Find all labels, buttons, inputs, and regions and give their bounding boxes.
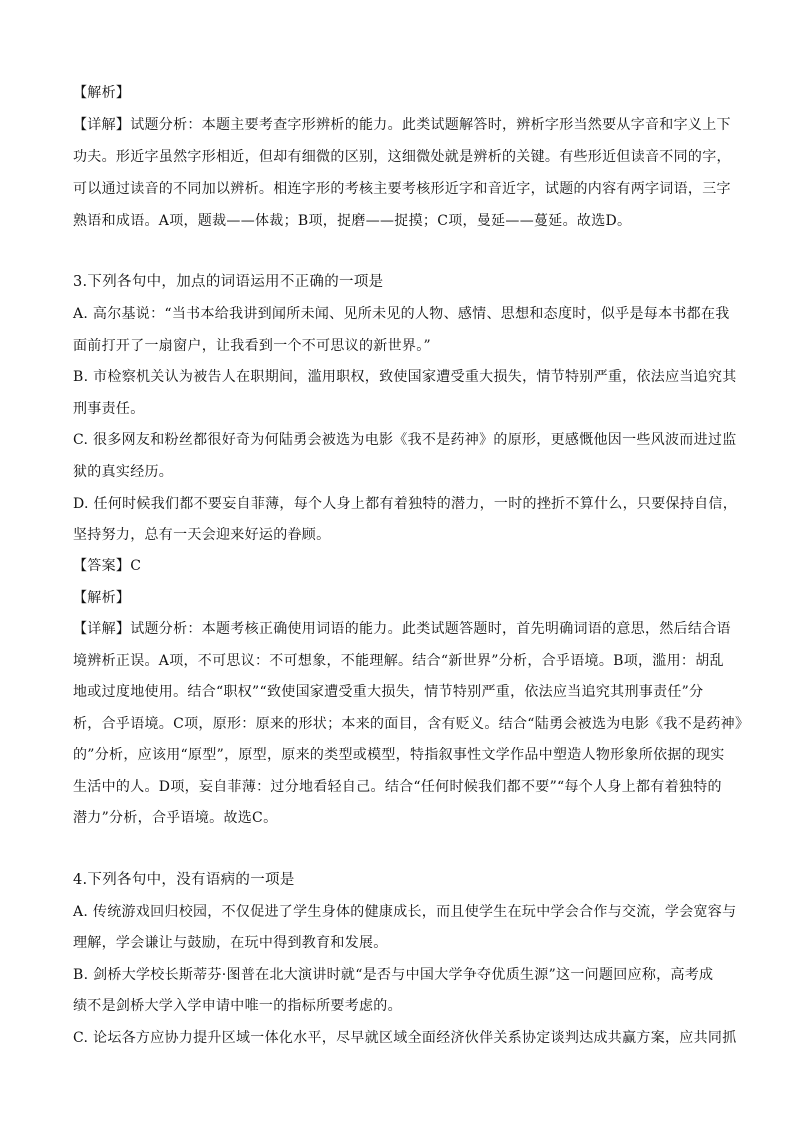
detail-line: 【详解】试题分析：本题考核正确使用词语的能力。此类试题答题时，首先明确词语的意思，然后结合语 [73,621,731,637]
detail-line: 功夫。形近字虽然字形相近，但却有细微的区别，这细微处就是辨析的关键。有些形近但读音不同的字， [73,149,731,165]
detail-line: 的”分析，应该用“原型”，原型，原来的类型或模型，特指叙事性文学作品中塑造人物形象所依据的现实 [73,747,725,763]
detail-line: 熟语和成语。A项，题裁——体裁；B项，捉磨——捉摸；C项，曼延——蔓延。故选D。 [73,213,632,229]
question-3-title: 3.下列各句中，加点的词语运用不正确的一项是 [73,274,384,290]
option-d-line: D. 任何时候我们都不要妄自菲薄，每个人身上都有着独特的潜力，一时的挫折不算什么，只要保持自信， [73,496,738,512]
option-b-line: 绩不是剑桥大学入学申请中唯一的指标所要考虑的。 [73,998,402,1014]
option-c-line: C. 论坛各方应协力提升区域一体化水平，尽早就区域全面经济伙伴关系协定谈判达成共赢方案，应共同抓 [73,1030,737,1046]
analysis-heading: 【解析】 [73,590,131,606]
detail-line: 【详解】试题分析：本题主要考查字形辨析的能力。此类试题解答时，辨析字形当然要从字音和字义上下 [73,117,731,133]
option-c-line: C. 很多网友和粉丝都很好奇为何陆勇会被选为电影《我不是药神》的原形，更感慨他因一些风波而进过监 [73,432,737,448]
option-b-line: B. 市检察机关认为被告人在职期间，滥用职权，致使国家遭受重大损失，情节特别严重，依法应当追究其 [73,369,737,385]
option-c-line: 狱的真实经历。 [73,464,174,480]
detail-line: 潜力”分析，合乎语境。故选C。 [73,810,278,826]
option-d-line: 坚持努力，总有一天会迎来好运的眷顾。 [73,527,331,543]
option-a-line: A. 传统游戏回归校园，不仅促进了学生身体的健康成长，而且使学生在玩中学会合作与交流，学会宽容与 [73,904,737,920]
option-a-line: 理解，学会谦让与鼓励，在玩中得到教育和发展。 [73,935,388,951]
analysis-heading: 【解析】 [73,85,131,101]
detail-line: 地或过度地使用。结合“职权”“致使国家遭受重大损失，情节特别严重，依法应当追究其刑事责任”分 [73,684,704,700]
detail-line: 析，合乎语境。C项，原形：原来的形状；本来的面目，含有贬义。结合“陆勇会被选为电影《我不是药神》 [73,716,750,732]
answer-line: 【答案】C [73,558,142,574]
option-b-line: B. 剑桥大学校长斯蒂芬·图普在北大演讲时就“是否与中国大学争夺优质生源”这一问题回应称，高考成 [73,967,714,983]
option-a-line: A. 高尔基说：“当书本给我讲到闻所未闻、见所未见的人物、感情、思想和态度时，似乎是每本书都在我 [73,306,730,322]
detail-line: 境辨析正误。A项，不可思议：不可想象，不能理解。结合“新世界”分析，合乎语境。B项，滥用：胡乱 [73,653,724,669]
option-b-line: 刑事责任。 [73,401,145,417]
option-a-line: 面前打开了一扇窗户，让我看到一个不可思议的新世界。” [73,338,431,354]
detail-line: 生活中的人。D项，妄自菲薄：过分地看轻自己。结合“任何时候我们都不要”“每个人身上都有着独特的 [73,779,722,795]
question-4-title: 4.下列各句中，没有语病的一项是 [73,872,295,888]
detail-line: 可以通过读音的不同加以辨析。相连字形的考核主要考核形近字和音近字，试题的内容有两字词语，三字 [73,181,731,197]
